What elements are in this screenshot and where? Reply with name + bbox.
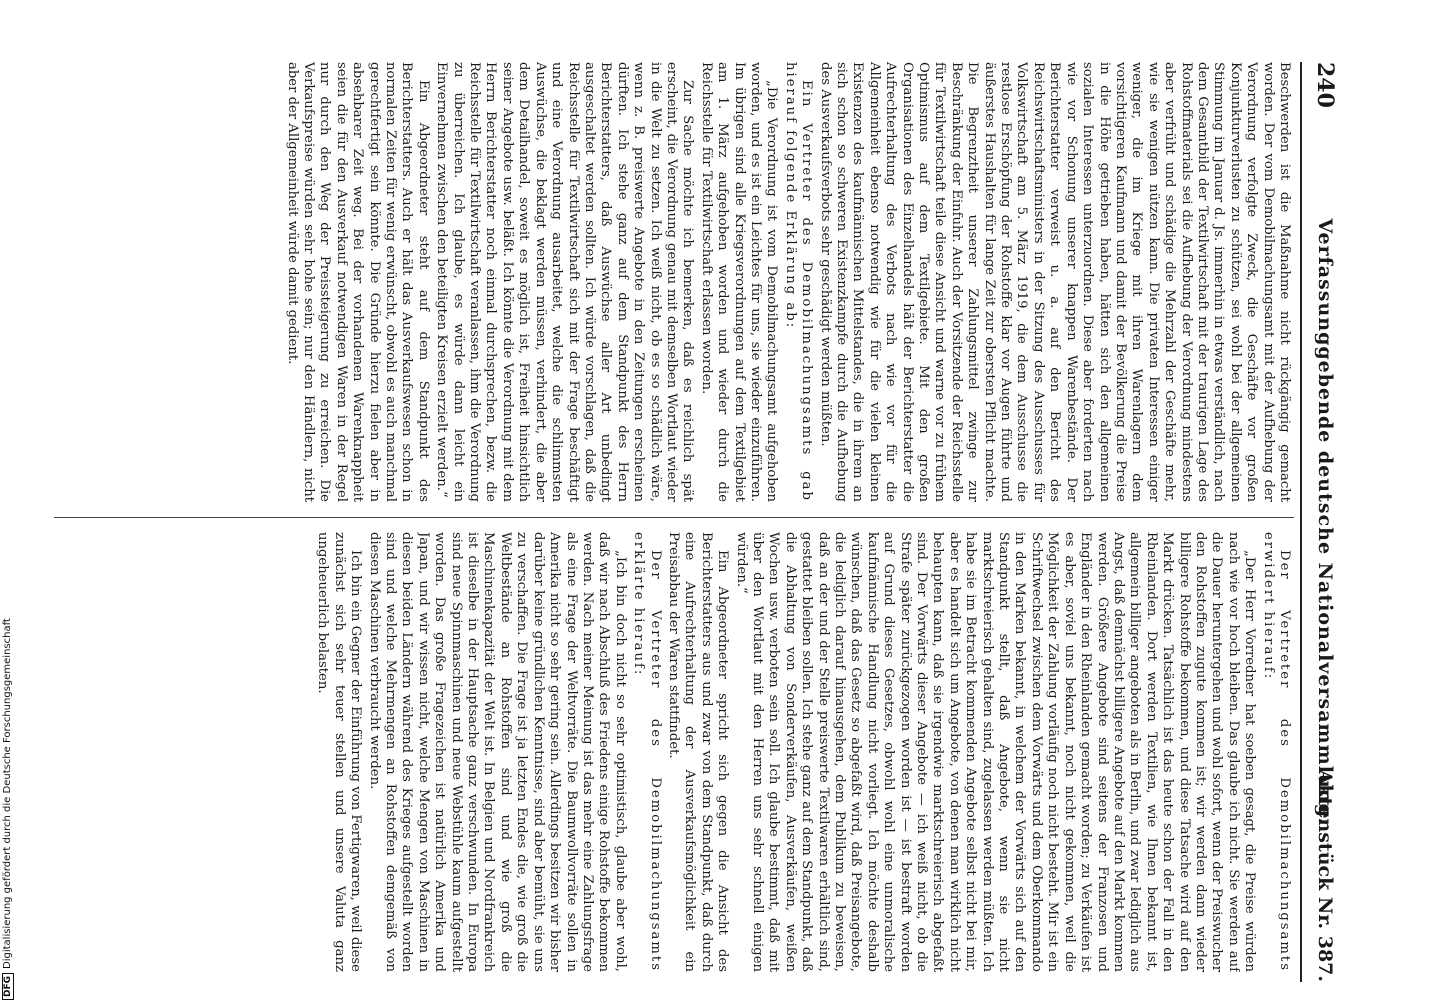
column-divider (54, 517, 1294, 518)
paragraph: Der Vertreter des Demobilmachungsamts erwidert hierauf: (1260, 532, 1292, 972)
right-column (62, 532, 1292, 972)
document-number: Aktenstück Nr. 387. (1314, 769, 1336, 982)
paragraph: „Der Herr Vorredner hat soeben gesagt, die Preise würden nach wie vor hoch bleiben. Das glaube ich nicht. Sie werden auf die Dauer heruntergehen und wohl sofort, wenn der Preiswucher den Rohstoffen zugute kommen ist; wir werden dann wieder billigere Rohstoffe bekommen, und diese Tatsache wird auf den Markt drücken. Tatsächlich ist das heute schon der Fall in den Rheinlanden. Dort werden Textilien, wie Ihnen bekannt ist, allgemein billiger angeboten als in Berlin, und zwar lediglich aus Angst, daß demnächst billigere Angebote auf den Markt kommen werden. Größere Angebote sind seitens der Franzosen und Engländer in den Rheinlanden gemacht worden; zu Verkäufen ist es aber, soviel uns bekannt, noch nicht gekommen, weil die Möglichkeit der Zahlung vorläufig noch nicht besteht. Mir ist ein Schriftwechsel zwischen dem Vorwärts und dem Oberkommando in den Marken bekannt, in welchem der Vorwärts sich auf den Standpunkt stellt, daß Angebote, wenn sie nicht marktschreierisch gehalten sind, zugelassen werden müßten. Ich habe sie im Betracht kommenden Angebote selbst nicht bei mir, aber es handelt sich um Angebote, von denen man wirklich nicht behaupten kann, daß sie irgendwie marktschreierisch abgefaßt sind. Der Vorwärts dieser Angebote — ich weiß nicht, ob die Strafe später zurückgezogen worden ist — ist bestraft worden auf Grund dieses Gesetzes, obwohl wohl eine unmoralische kaufmännische Handlung nicht vorliegt. Ich möchte deshalb wünschen, daß das Gesetz so abgefaßt wird, daß Preisangebote, die lediglich darauf hinausgehen, dem Publikum zu beweisen, daß an der und der Stelle preiswerte Textilwaren erhältlich sind, gestattet bleiben sollen. Ich stehe ganz auf dem Standpunkt, daß die Abhaltung von Sonderverkäufen, Ausverkäufen, weißen Wochen usw. verboten sein soll. Ich glaube bestimmt, daß mit über den Wortlaut mit den Herren uns sehr schnell einigen würden.“ (733, 532, 1258, 972)
paragraph: Ich bin ein Gegner der Einführung von Fertigwaren, weil diese zunächst sich sehr teuer stellen und unsere Valuta ganz ungeheuerlich belasten. (315, 532, 364, 972)
dfg-logo: DFG (2, 973, 14, 1000)
paragraph: Ein Abgeordneter steht auf dem Standpunkt des Berichterstatters. Auch er hält das Ausverkaufswesen schon in normalen Zeiten für wenig erwünscht, obwohl es auch manchmal gerechtfertigt sein könnte. Die Gründe hierzu fielen aber in absehbarer Zeit weg. Bei der vorhandenen Warenknappheit seien die für den Ausverkauf notwendigen Waren in der Regel nur durch den Weg der Preissteigerung zu erreichen. Die Verkaufspreise würden sehr hohe sein; nur den Händlern, nicht aber der Allgemeinheit würde damit gedient. (284, 62, 431, 502)
paragraph: „Ich bin doch nicht so sehr optimistisch, glaube aber wohl, daß wir nach Abschluß des Friedens einige Rohstoffe bekommen werden. Nach meiner Meinung ist das mehr eine Zahlungsfrage als eine Frage der Weltvorräte. Die Baumwollvorräte sollen in Amerika nicht so sehr gering sein. Allerdings besitzen wir bisher darüber keine gründlichen Kenntnisse, sind aber bemüht, sie uns zu verschaffen. Die Frage ist ja letzten Endes die, wie groß die Weltbestände an Rohstoffen sind und wie groß die Maschinenkapazität der Welt ist. In Belgien und Nordfrankreich ist dieselbe in der Hauptsache ganz verschwunden. In Europa sind neue Spinnmaschinen und neue Webstühle kaum aufgestellt worden. Das große Fragezeichen ist natürlich Amerika und Japan, und wir wissen nicht, welche Mengen von Maschinen in diesen beiden Ländern während des Krieges aufgestellt worden sind und welche Mehrmengen an Rohstoffen demgemäß von diesen Maschinen verbraucht werden. (366, 532, 628, 972)
funding-note (2, 600, 14, 1000)
page-header (1300, 62, 1342, 982)
funding-text: Digitalisierung gefördert durch die Deutsche Forschungsgemeinschaft (2, 618, 13, 969)
document-page (52, 62, 1342, 982)
paragraph: Der Vertreter des Demobilmachungsamts erklärte hierauf: (631, 532, 663, 972)
paragraph: Ein Vertreter des Demobilmachungsamts gab hierauf folgende Erklärung ab: (782, 62, 815, 502)
left-column (62, 62, 1292, 502)
page-header-title: Verfassunggebende deutsche Nationalversammlung. (1314, 218, 1336, 826)
page-number: 240 (1312, 62, 1338, 108)
paragraph: „Die Verordnung ist vom Demobilmachungsamt aufgehoben worden, und es ist ein Leichtes für uns, sie wieder einzuführen. Im übrigen sind alle Kriegsverordnungen auf dem Textilgebiet am 1. März aufgehoben worden und wieder durch die Reichsstelle für Textilwirtschaft erlassen worden. (698, 62, 780, 502)
paragraph: Ein Abgeordneter spricht sich gegen die Ansicht des Berichterstatters aus und zwar von dem Standpunkt, daß durch eine Aufrechterhaltung der Ausverkaufsmöglichkeit ein Preisabbau der Waren stattfindet. (665, 532, 731, 972)
paragraph: Beschwerden ist die Maßnahme nicht rückgängig gemacht worden. Der vom Demobilmachungsamt mit der Aufhebung der Verordnung verfolgte Zweck, die Geschäfte vor großen Konjunkturverlusten zu schützen, sei wohl bei der allgemeinen Stimmung im Januar d. Js. immerhin in etwas verständlich, nach dem Gesamtbild der Textilwirtschaft mit der traurigen Lage des Rohstoffmaterials sei die Aufhebung der Verordnung mindestens aber verfrüht und schädige die Mehrzahl der Geschäfte mehr, wie sie wenigen nützen kann. Die privaten Interessen einiger weniger, die im Kriege mit ihren Warenlagern dem vorsichtigeren Kaufmann und damit der Bevölkerung die Preise in die Höhe getrieben haben, hätten sich den allgemeinen sozialen Interessen unterzuordnen. Diese aber forderten nach wie vor Schonung unserer knappen Warenbestände. Der Berichterstatter verweist u. a. auf den Bericht des Reichswirtschaftsministers in der Sitzung des Ausschusses für Volkswirtschaft am 5. März 1919, die dem Ausschusse die restlose Erschöpfung der Rohstoffe klar vor Augen führte und äußerstes Haushalten für lange Zeit zur obersten Pflicht machte. Die Begrenztheit unserer Zahlungsmittel zwinge zur Beschränkung der Einfuhr. Auch der Vorsitzende der Reichsstelle für Textilwirtschaft teile diese Ansicht und warne vor zu frühem Optimismus auf dem Textilgebiete. Mit den großen Organisationen des Einzelhandels hält der Berichterstatter die Aufrechterhaltung des Verbots nach wie vor für die Allgemeinheit ebenso notwendig wie für die vielen kleinen Existenzen des kaufmännischen Mittelstandes, die in ihrem an sich schon so schweren Existenzkampfe durch die Aufhebung des Ausverkaufsverbots sehr geschädigt werden müßten. (817, 62, 1292, 502)
paragraph: Zur Sache möchte ich bemerken, daß es reichlich spät erscheint, die Verordnung genau mit demselben Wortlaut wieder in die Welt zu setzen. Ich weiß nicht, ob es so schädlich wäre, wenn z. B. preiswerte Angebote in den Zeitungen erscheinen dürften. Ich stehe ganz auf dem Standpunkt des Herrn Berichterstatters, daß Auswüchse aller Art unbedingt ausgeschaltet werden sollten. Ich würde vorschlagen, daß die Reichsstelle für Textilwirtschaft sich mit der Frage beschäftigt und eine Verordnung ausarbeitet, welche die schlimmsten Auswüchse, die beklagt werden müssen, verhindert, die aber dem Detailhandel, soweit es möglich ist, Freiheit hinsichtlich seiner Angebote usw. beläßt. Ich könnte die Verordnung mit dem Herrn Berichterstatter noch einmal durchsprechen, bezw. die Reichsstelle für Textilwirtschaft veranlassen, ihm die Verordnung zu überreichen. Ich glaube, es würde dann leicht ein Einvernehmen zwischen den beteiligten Kreisen erzielt werden.“ (434, 62, 696, 502)
